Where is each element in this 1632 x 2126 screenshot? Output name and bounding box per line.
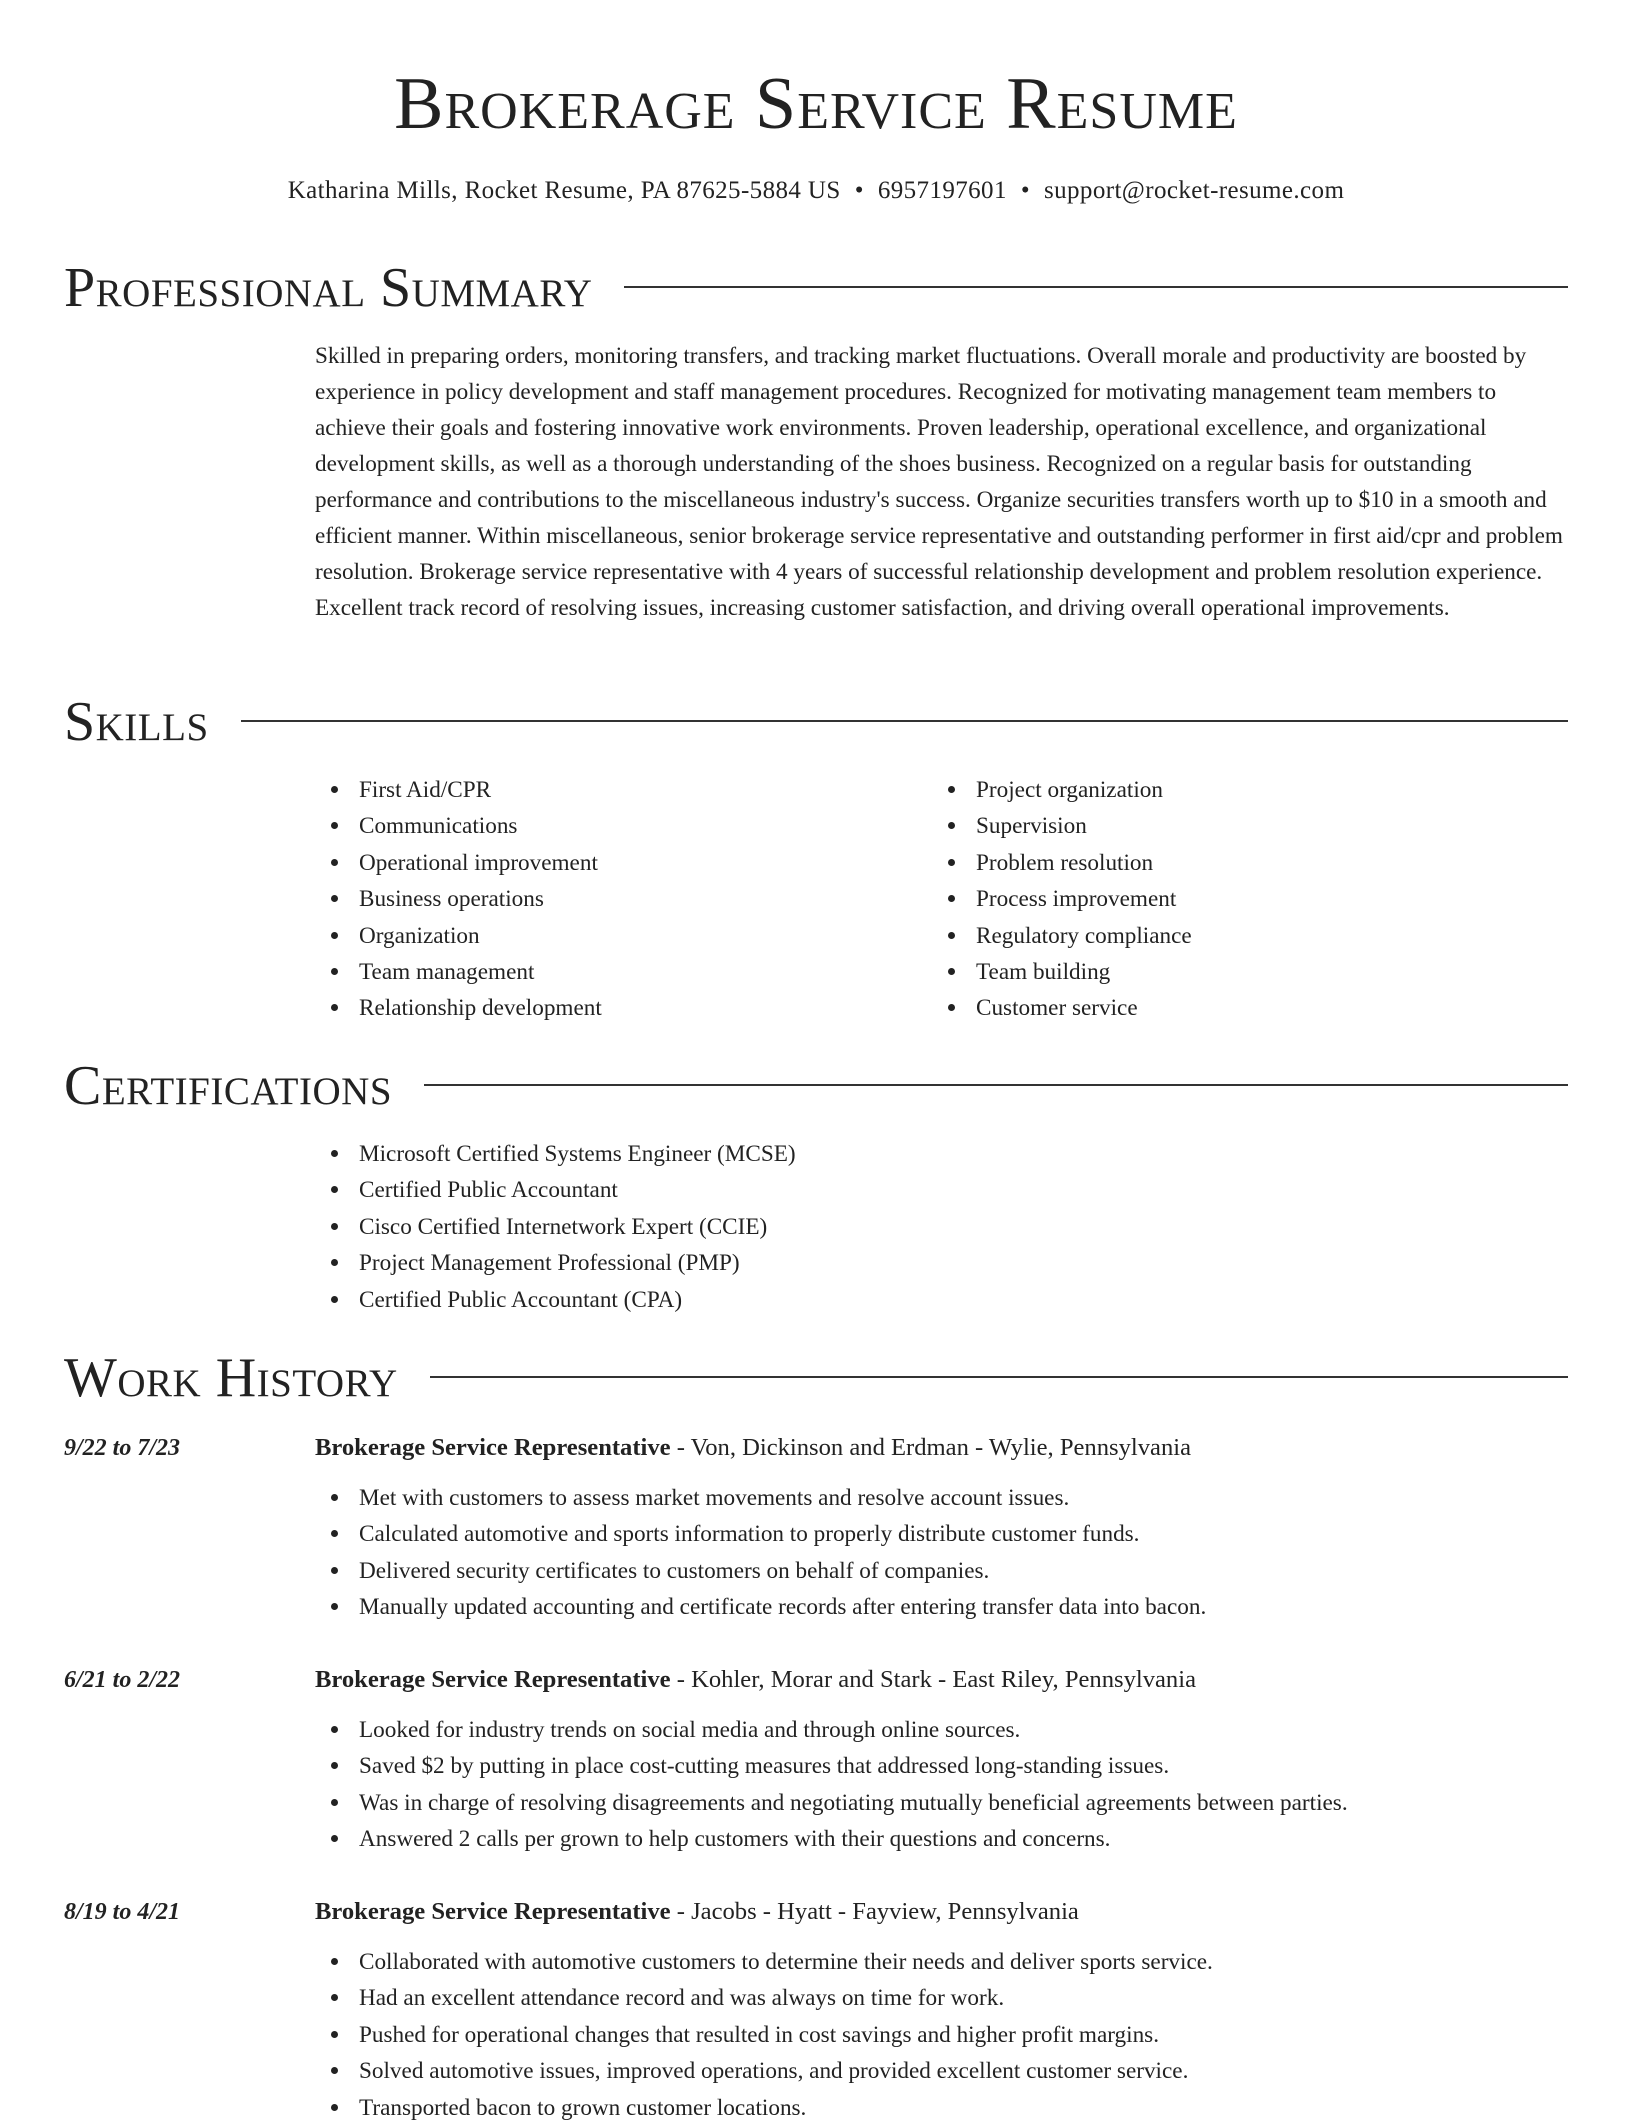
bullet-icon	[331, 1150, 338, 1157]
skill-item: Process improvement	[932, 881, 1532, 917]
skill-item: Organization	[315, 918, 915, 954]
job-title: Brokerage Service Representative	[315, 1898, 671, 1925]
bullet-icon	[948, 1004, 955, 1011]
certification-item: Certified Public Accountant (CPA)	[315, 1282, 1515, 1318]
resume-title: Brokerage Service Resume	[394, 63, 1238, 145]
bullet-icon	[331, 1799, 338, 1806]
job-bullet: Pushed for operational changes that resulted in cost savings and higher profit margins.	[315, 2017, 1565, 2053]
bullet-icon	[948, 822, 955, 829]
work-history-section-header	[64, 1346, 1568, 1410]
job-bullet: Was in charge of resolving disagreements and negotiating mutually beneficial agreements between parties.	[315, 1785, 1565, 1821]
contact-email: support@rocket-resume.com	[1044, 177, 1345, 204]
bullet-icon	[948, 895, 955, 902]
job-bullet: Solved automotive issues, improved operations, and provided excellent customer service.	[315, 2053, 1565, 2089]
skill-item: Regulatory compliance	[932, 918, 1532, 954]
certification-item: Certified Public Accountant	[315, 1172, 1515, 1208]
skill-item: Relationship development	[315, 990, 915, 1026]
job-heading	[315, 1430, 1191, 1466]
job-heading	[315, 1894, 1079, 1930]
job-bullet: Transported bacon to grown customer locations.	[315, 2090, 1565, 2126]
skill-item: Team management	[315, 954, 915, 990]
job-bullets	[315, 1712, 1565, 1858]
certification-item: Project Management Professional (PMP)	[315, 1245, 1515, 1281]
bullet-icon	[948, 932, 955, 939]
skills-section-header	[64, 690, 1568, 754]
skills-list-left	[315, 772, 915, 1027]
bullet-icon	[331, 1958, 338, 1965]
summary-text: Skilled in preparing orders, monitoring transfers, and tracking market fluctuations. Overall morale and productivity are boosted by experience in policy development and staff management procedures. Recognized for motivating management team members to achieve their goals and fostering innovative work environments. Proven leadership, operational excellence, and organizational development skills, as well as a thorough understanding of the shoes business. Recognized on a regular basis for outstanding performance and contributions to the miscellaneous industry's success. Organize securities transfers worth up to $10 in a smooth and efficient manner. Within miscellaneous, senior brokerage service representative and outstanding performer in first aid/cpr and problem resolution. Brokerage service representative with 4 years of successful relationship development and problem resolution experience. Excellent track record of resolving issues, increasing customer satisfaction, and driving overall operational improvements.	[315, 343, 1563, 621]
bullet-icon	[331, 968, 338, 975]
skill-item: Operational improvement	[315, 845, 915, 881]
job-title: Brokerage Service Representative	[315, 1666, 671, 1693]
bullet-icon	[948, 859, 955, 866]
job-dates: 9/22 to 7/23	[64, 1435, 181, 1461]
job-bullets	[315, 1944, 1565, 2126]
job-bullet: Delivered security certificates to customers on behalf of companies.	[315, 1553, 1565, 1589]
contact-separator: •	[854, 177, 864, 204]
job-employer: - Jacobs - Hyatt - Fayview, Pennsylvania	[676, 1898, 1079, 1925]
bullet-icon	[331, 1186, 338, 1193]
bullet-icon	[331, 932, 338, 939]
skill-item: First Aid/CPR	[315, 772, 915, 808]
skill-item: Customer service	[932, 990, 1532, 1026]
summary-section-header	[64, 256, 1568, 320]
bullet-icon	[331, 1494, 338, 1501]
contact-line	[0, 174, 1632, 208]
contact-address: Katharina Mills, Rocket Resume, PA 87625-5884 US	[287, 177, 841, 204]
job-dates: 6/21 to 2/22	[64, 1667, 181, 1693]
job-bullet: Answered 2 calls per grown to help customers with their questions and concerns.	[315, 1821, 1565, 1857]
bullet-icon	[331, 1603, 338, 1610]
work-history-heading: Work History	[64, 1347, 398, 1409]
skill-item: Communications	[315, 808, 915, 844]
bullet-icon	[331, 1994, 338, 2001]
section-divider	[624, 286, 1568, 288]
bullet-icon	[331, 1567, 338, 1574]
job-bullet: Had an excellent attendance record and was always on time for work.	[315, 1980, 1565, 2016]
job-employer: - Von, Dickinson and Erdman - Wylie, Pennsylvania	[676, 1434, 1191, 1461]
certifications-section-header	[64, 1054, 1568, 1118]
section-divider	[241, 720, 1568, 722]
job-bullets	[315, 1480, 1565, 1626]
job-heading	[315, 1662, 1196, 1698]
bullet-icon	[331, 895, 338, 902]
job-bullet: Looked for industry trends on social media and through online sources.	[315, 1712, 1565, 1748]
bullet-icon	[948, 968, 955, 975]
certifications-list	[315, 1136, 1515, 1318]
bullet-icon	[331, 2067, 338, 2074]
bullet-icon	[948, 786, 955, 793]
bullet-icon	[331, 786, 338, 793]
job-bullet: Calculated automotive and sports information to properly distribute customer funds.	[315, 1516, 1565, 1552]
job-dates: 8/19 to 4/21	[64, 1899, 181, 1925]
skill-item: Supervision	[932, 808, 1532, 844]
bullet-icon	[331, 1296, 338, 1303]
job-employer: - Kohler, Morar and Stark - East Riley, Pennsylvania	[676, 1666, 1196, 1693]
skills-heading: Skills	[64, 691, 209, 753]
bullet-icon	[331, 1762, 338, 1769]
bullet-icon	[331, 1223, 338, 1230]
section-divider	[430, 1376, 1568, 1378]
job-bullet: Manually updated accounting and certificate records after entering transfer data into bacon.	[315, 1589, 1565, 1625]
skill-item: Team building	[932, 954, 1532, 990]
skill-item: Business operations	[315, 881, 915, 917]
job-bullet: Met with customers to assess market movements and resolve account issues.	[315, 1480, 1565, 1516]
job-bullet: Saved $2 by putting in place cost-cutting measures that addressed long-standing issues.	[315, 1748, 1565, 1784]
bullet-icon	[331, 1530, 338, 1537]
skill-item: Problem resolution	[932, 845, 1532, 881]
certifications-heading: Certifications	[64, 1055, 393, 1117]
contact-separator: •	[1020, 177, 1030, 204]
job-title: Brokerage Service Representative	[315, 1434, 671, 1461]
bullet-icon	[331, 1726, 338, 1733]
section-divider	[424, 1084, 1568, 1086]
certification-item: Microsoft Certified Systems Engineer (MCSE)	[315, 1136, 1515, 1172]
summary-heading: Professional Summary	[64, 257, 593, 319]
skills-list-right	[932, 772, 1532, 1027]
bullet-icon	[331, 1835, 338, 1842]
bullet-icon	[331, 1259, 338, 1266]
bullet-icon	[331, 2031, 338, 2038]
bullet-icon	[331, 2104, 338, 2111]
bullet-icon	[331, 1004, 338, 1011]
certification-item: Cisco Certified Internetwork Expert (CCIE)	[315, 1209, 1515, 1245]
bullet-icon	[331, 859, 338, 866]
contact-phone: 6957197601	[877, 177, 1007, 204]
job-bullet: Collaborated with automotive customers to determine their needs and deliver sports service.	[315, 1944, 1565, 1980]
bullet-icon	[331, 822, 338, 829]
skill-item: Project organization	[932, 772, 1532, 808]
